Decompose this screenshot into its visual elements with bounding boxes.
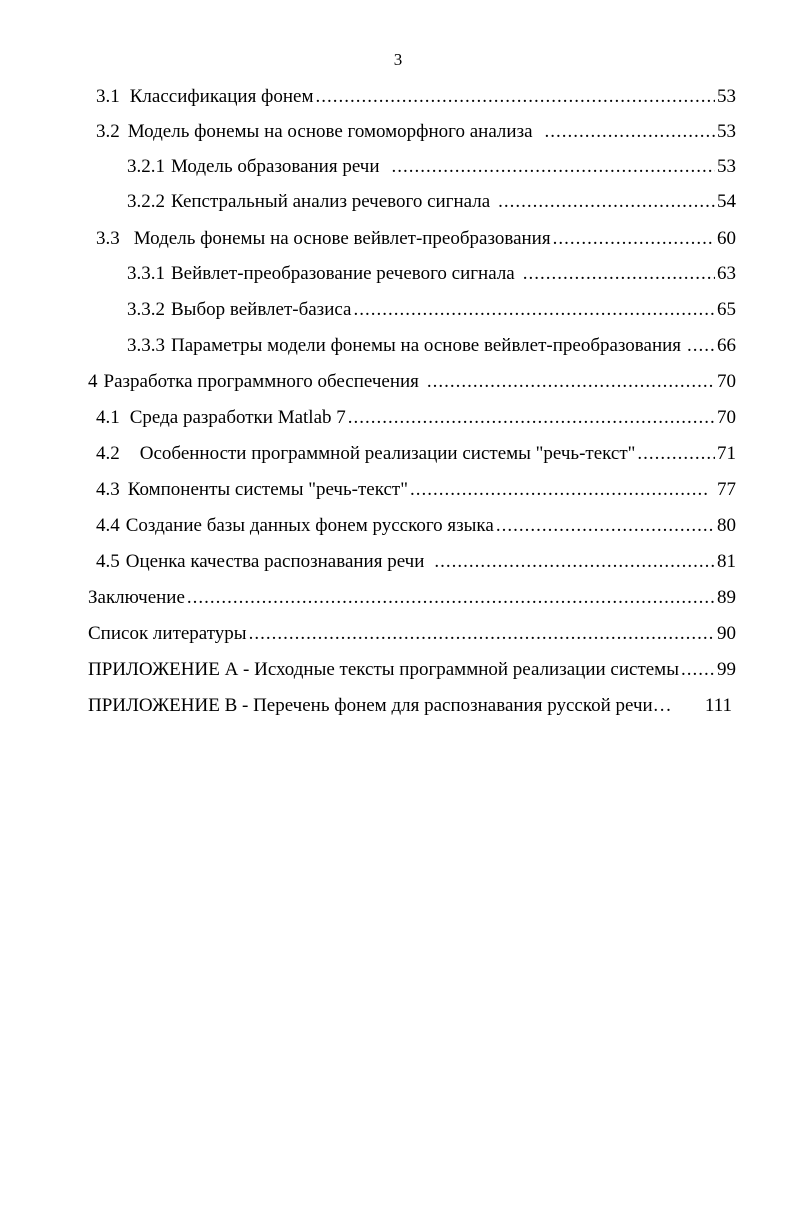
dot-leader	[523, 263, 715, 285]
toc-entry	[96, 407, 736, 429]
toc-entry-number: 4.2	[96, 443, 120, 464]
toc-entry	[96, 443, 736, 465]
dot-leader	[553, 228, 715, 250]
dot-leader	[637, 443, 715, 465]
toc-entry	[96, 551, 736, 573]
toc-entry-page: 80	[717, 515, 736, 536]
toc-entry-page: 65	[717, 299, 736, 320]
toc-entry-title: Модель фонемы на основе гомоморфного анализа	[127, 121, 533, 142]
toc-entry-page: 53	[717, 86, 736, 107]
toc-entry-number: 3.2.1	[127, 156, 165, 177]
dot-leader	[187, 587, 715, 609]
toc-entry-title: Разработка программного обеспечения	[103, 371, 419, 392]
toc-entry-title: Список литературы	[88, 623, 247, 644]
toc-entry	[127, 263, 736, 285]
dot-leader	[353, 299, 715, 321]
dot-leader	[410, 479, 707, 501]
dot-leader	[427, 371, 715, 393]
toc-entry-title: ПРИЛОЖЕНИЕ В - Перечень фонем для распознавания русской речи…	[88, 695, 672, 716]
dot-leader	[498, 191, 715, 213]
toc-entry-page: 89	[717, 587, 736, 608]
dot-leader	[681, 659, 715, 681]
toc-entry-title: Модель фонемы на основе вейвлет-преобразования	[133, 228, 551, 249]
toc-entry	[96, 228, 736, 250]
toc-entry-number: 3.3.3	[127, 335, 165, 356]
toc-entry-title: Заключение	[88, 587, 185, 608]
toc-entry-number: 4.5	[96, 551, 120, 572]
dot-leader	[249, 623, 715, 645]
toc-entry-page: 70	[717, 371, 736, 392]
toc-entry	[96, 515, 736, 537]
toc-entry-number: 3.3.2	[127, 299, 165, 320]
toc-entry-page: 77	[717, 479, 736, 500]
toc-entry-number: 3.3.1	[127, 263, 165, 284]
toc-entry-page: 81	[717, 551, 736, 572]
toc-entry-page: 90	[717, 623, 736, 644]
toc-entry	[96, 86, 736, 108]
toc-entry	[127, 191, 736, 213]
toc-entry-page: 66	[717, 335, 736, 356]
dot-leader	[316, 86, 716, 108]
toc-entry-number: 4.3	[96, 479, 120, 500]
toc-entry	[88, 659, 736, 681]
toc-entry-page: 111	[704, 695, 732, 716]
toc-entry-page: 60	[717, 228, 736, 249]
toc-entry-title: ПРИЛОЖЕНИЕ А - Исходные тексты программной реализации системы	[88, 659, 679, 680]
toc-entry-number: 3.2	[96, 121, 120, 142]
toc-entry-title: Среда разработки Matlab 7	[129, 407, 346, 428]
toc-entry-number: 3.1	[96, 86, 120, 107]
page-number: 3	[393, 50, 403, 69]
dot-leader	[348, 407, 715, 429]
toc-entry-number: 3.2.2	[127, 191, 165, 212]
dot-leader	[496, 515, 715, 537]
toc-entry	[88, 695, 732, 717]
toc-entry-title: Вейвлет-преобразование речевого сигнала	[171, 263, 515, 284]
toc-entry	[127, 335, 736, 357]
toc-entry-title: Создание базы данных фонем русского языка	[125, 515, 494, 536]
dot-leader	[434, 551, 715, 573]
toc-entry-number: 4	[88, 371, 98, 392]
toc-entry-page: 53	[717, 156, 736, 177]
toc-entry-title: Параметры модели фонемы на основе вейвлет-преобразования	[171, 335, 682, 356]
toc-entry	[88, 587, 736, 609]
toc-entry-title: Компоненты системы "речь-текст"	[127, 479, 408, 500]
toc-entry-page: 70	[717, 407, 736, 428]
toc-entry	[96, 479, 736, 501]
toc-entry-title: Выбор вейвлет-базиса	[171, 299, 352, 320]
toc-entry-page: 53	[717, 121, 736, 142]
toc-entry-number: 4.4	[96, 515, 120, 536]
toc-entry	[88, 371, 736, 393]
toc-entry-page: 71	[717, 443, 736, 464]
toc-entry-title: Кепстральный анализ речевого сигнала	[171, 191, 491, 212]
toc-entry-title: Особенности программной реализации системы "речь-текст"	[139, 443, 636, 464]
toc-entry	[88, 623, 736, 645]
toc-entry-title: Классификация фонем	[129, 86, 314, 107]
toc-entry-title: Оценка качества распознавания речи	[125, 551, 425, 572]
toc-entry-page: 99	[717, 659, 736, 680]
dot-leader	[392, 156, 715, 178]
toc-entry	[127, 299, 736, 321]
toc-entry-number: 4.1	[96, 407, 120, 428]
toc-entry	[96, 121, 736, 143]
toc-entry-title: Модель образования речи	[171, 156, 380, 177]
toc-entry-page: 54	[717, 191, 736, 212]
toc-entry	[127, 156, 736, 178]
dot-leader	[545, 121, 715, 143]
toc-entry-page: 63	[717, 263, 736, 284]
toc-entry-number: 3.3	[96, 228, 120, 249]
dot-leader	[687, 335, 715, 357]
